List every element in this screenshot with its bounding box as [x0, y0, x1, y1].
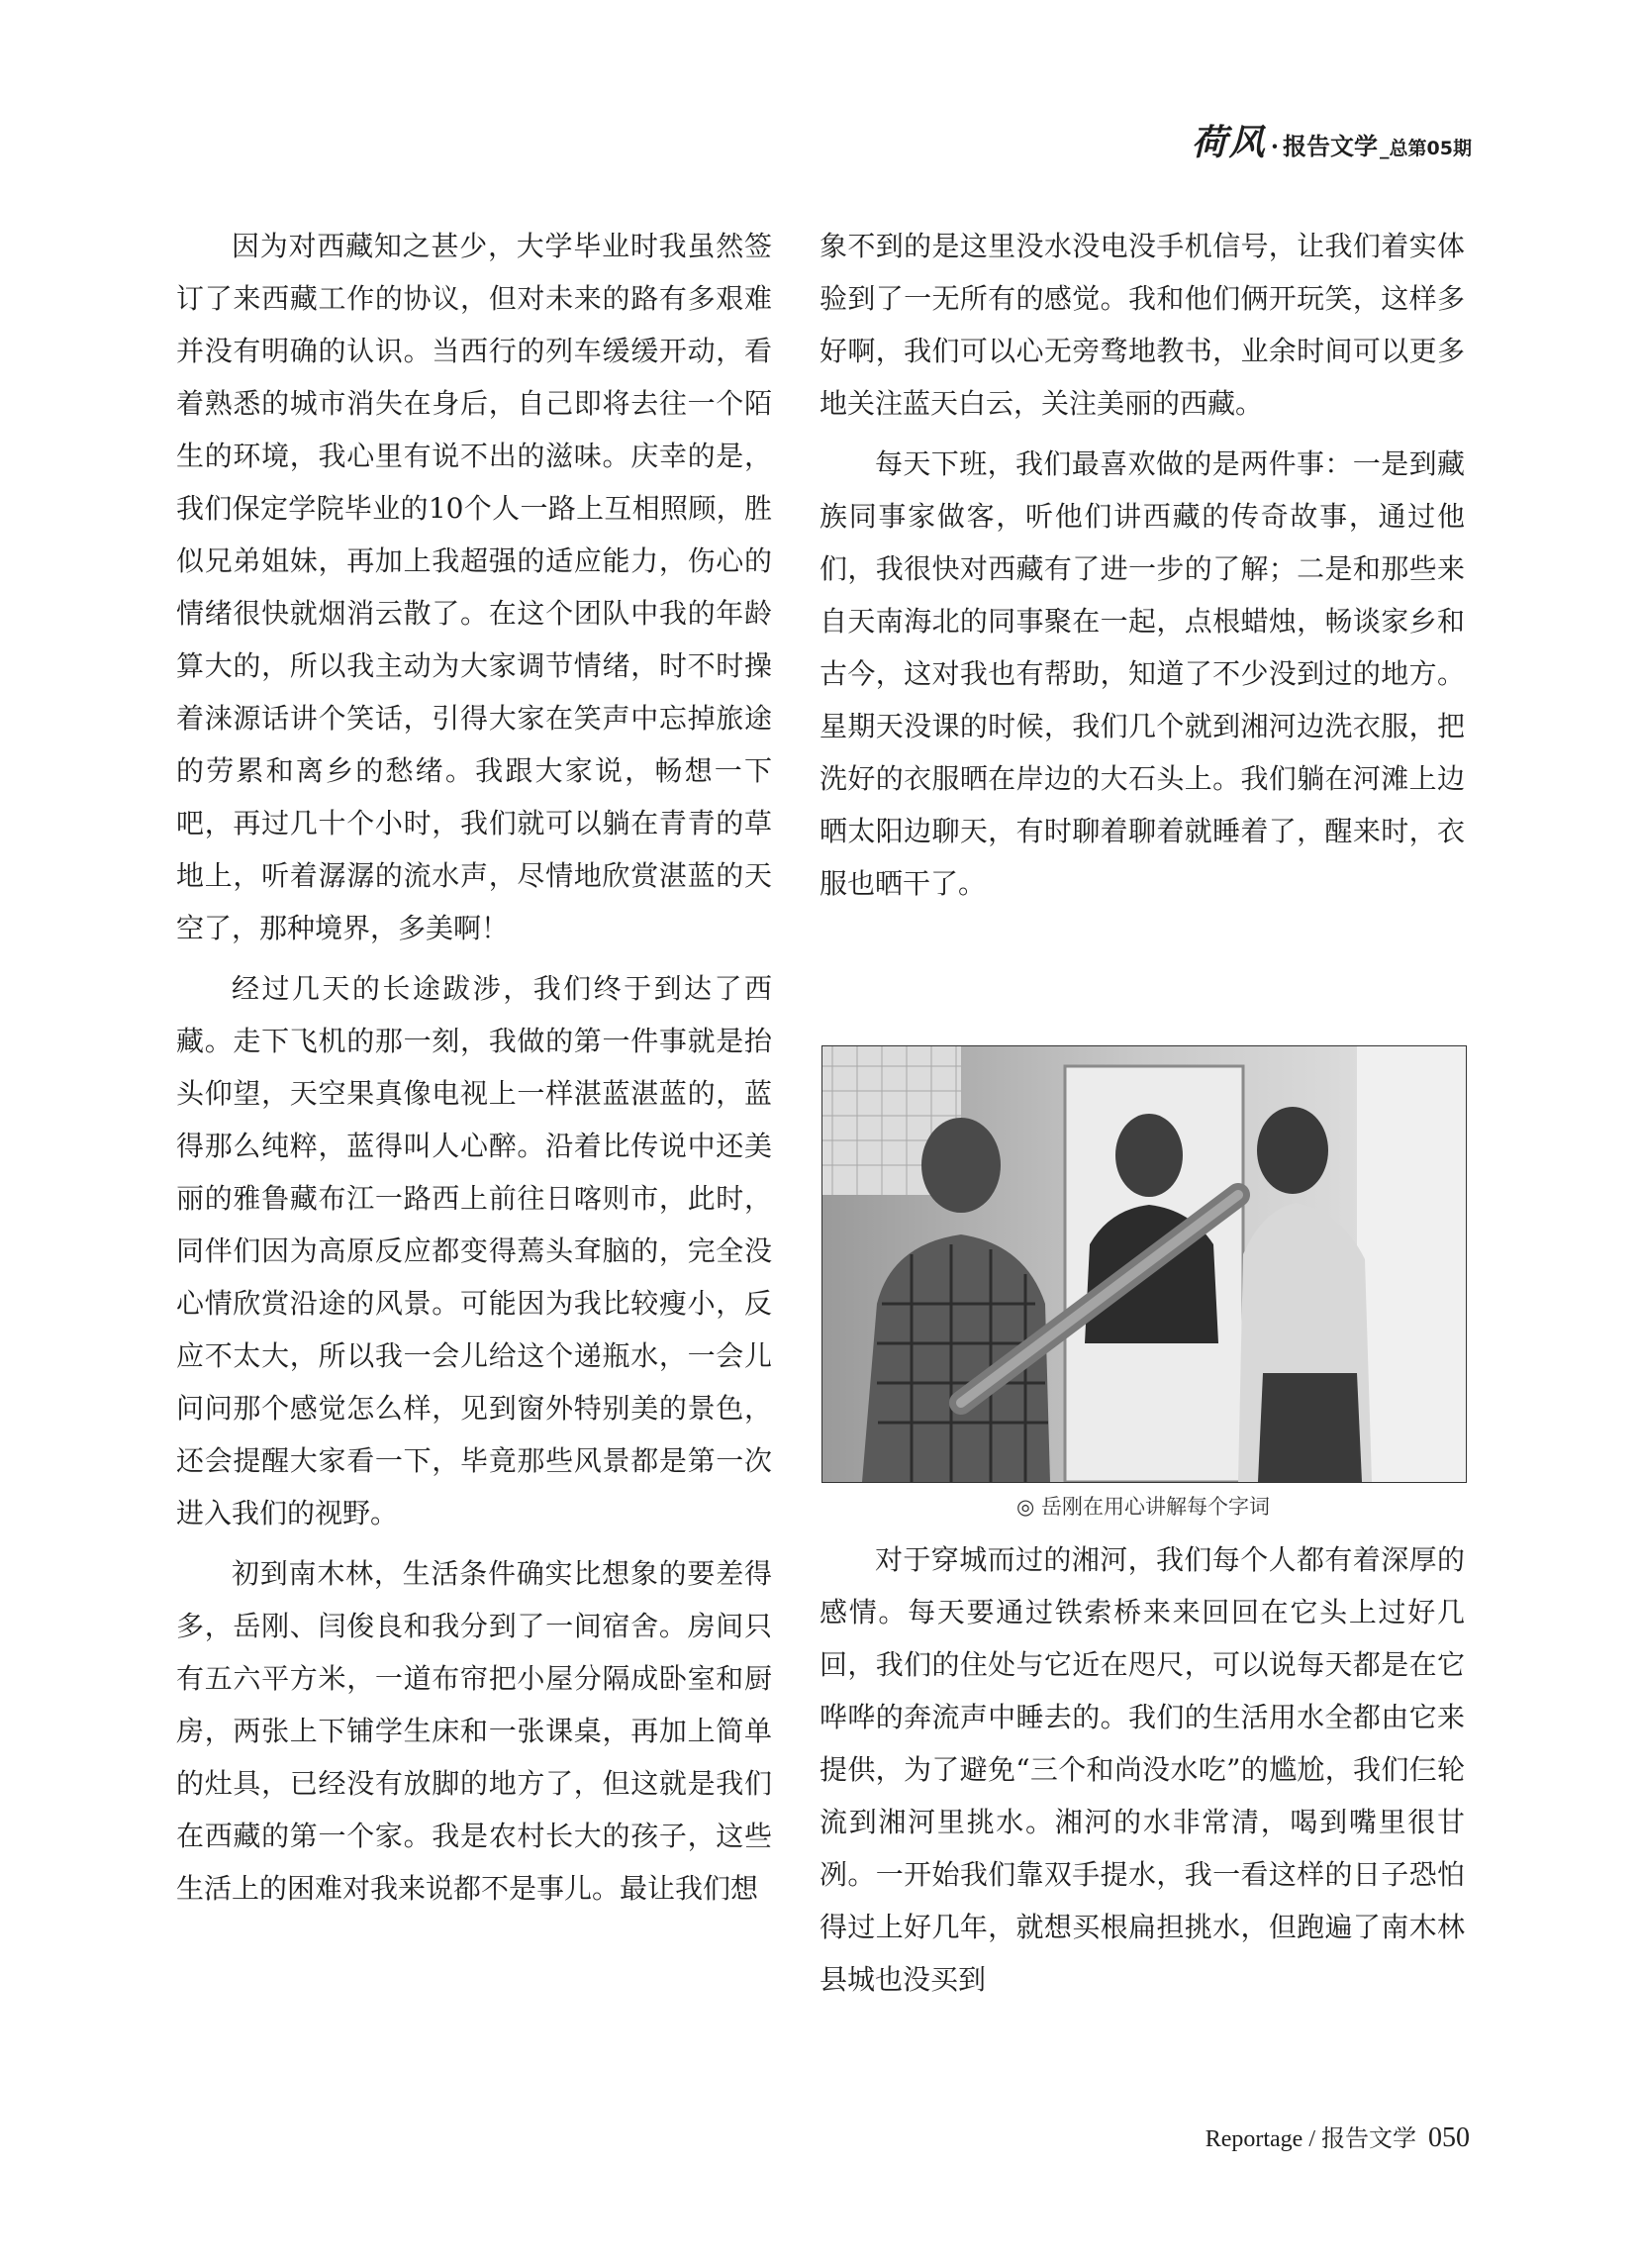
paragraph: 每天下班，我们最喜欢做的是两件事：一是到藏族同事家做客，听他们讲西藏的传奇故事，通过他们，我很快对西藏有了进一步的了解；二是和那些来自天南海北的同事聚在一起，点根蜡烛，畅谈家乡和古今，这对我也有帮助，知道了不少没到过的地方。星期天没课的时候，我们几个就到湘河边洗衣服，把洗好的衣服晒在岸边的大石头上。我们躺在河滩上边晒太阳边聊天，有时聊着聊着就睡着了，醒来时，衣服也晒干了。: [820, 447, 1465, 900]
photo-illustration: [822, 1046, 1466, 1482]
magazine-brand: 荷风: [1191, 122, 1267, 163]
photo-caption: ◎ 岳刚在用心讲解每个字词: [1016, 1495, 1270, 1519]
footer-section-english: Reportage: [1205, 2126, 1303, 2152]
paragraph: 对于穿城而过的湘河，我们每个人都有着深厚的感情。每天要通过铁索桥来来回回在它头上过好几回，我们的住处与它近在咫尺，可以说每天都是在它哗哗的奔流声中睡去的。我们的生活用水全都由它来提供，为了避免“三个和尚没水吃”的尴尬，我们仨轮流到湘河里挑水。湘河的水非常清，喝到嘴里很甘冽。一开始我们靠双手提水，我一看这样的日子恐怕得过上好几年，就想买根扁担挑水，但跑遍了南木林县城也没买到: [820, 1543, 1465, 1996]
header-separator: ·: [1270, 132, 1280, 160]
page-footer: [1206, 2119, 1470, 2154]
paragraph: 经过几天的长途跋涉，我们终于到达了西藏。走下飞机的那一刻，我做的第一件事就是抬头仰望，天空果真像电视上一样湛蓝湛蓝的，蓝得那么纯粹，蓝得叫人心醉。沿着比传说中还美丽的雅鲁藏布江一路西上前往日喀则市，此时，同伴们因为高原反应都变得蔫头耷脑的，完全没心情欣赏沿途的风景。可能因为我比较瘦小，反应不太大，所以我一会儿给这个递瓶水，一会儿问问那个感觉怎么样，见到窗外特别美的景色，还会提醒大家看一下，毕竟那些风景都是第一次进入我们的视野。: [176, 972, 772, 1529]
page-number: 050: [1428, 2122, 1470, 2153]
paragraph: 因为对西藏知之甚少，大学毕业时我虽然签订了来西藏工作的协议，但对未来的路有多艰难并没有明确的认识。当西行的列车缓缓开动，看着熟悉的城市消失在身后，自己即将去往一个陌生的环境，我心里有说不出的滋味。庆幸的是，我们保定学院毕业的10个人一路上互相照顾，胜似兄弟姐妹，再加上我超强的适应能力，伤心的情绪很快就烟消云散了。在这个团队中我的年龄算大的，所以我主动为大家调节情绪，时不时操着涞源话讲个笑话，引得大家在笑声中忘掉旅途的劳累和离乡的愁绪。我跟大家说，畅想一下吧，再过几十个小时，我们就可以躺在青青的草地上，听着潺潺的流水声，尽情地欣赏湛蓝的天空了，那种境界，多美啊！: [176, 230, 772, 944]
right-column-top: [820, 220, 1465, 910]
footer-slash: /: [1308, 2126, 1315, 2152]
left-column: [176, 220, 772, 1915]
section-name: 报告文学: [1283, 133, 1379, 160]
footer-section-chinese: 报告文学: [1321, 2124, 1416, 2152]
issue-number: _总第05期: [1380, 138, 1472, 159]
paragraph: 初到南木林，生活条件确实比想象的要差得多，岳刚、闫俊良和我分到了一间宿舍。房间只有五六平方米，一道布帘把小屋分隔成卧室和厨房，两张上下铺学生床和一张课桌，再加上简单的灶具，已经没有放脚的地方了，但这就是我们在西藏的第一个家。我是农村长大的孩子，这些生活上的困难对我来说都不是事儿。最让我们想: [176, 1557, 772, 1905]
right-column-bottom: [820, 1533, 1465, 2006]
running-header: [1192, 115, 1472, 165]
paragraph: 象不到的是这里没水没电没手机信号，让我们着实体验到了一无所有的感觉。我和他们俩开玩笑，这样多好啊，我们可以心无旁骛地教书，业余时间可以更多地关注蓝天白云，关注美丽的西藏。: [820, 230, 1465, 420]
article-photo: [821, 1045, 1467, 1483]
